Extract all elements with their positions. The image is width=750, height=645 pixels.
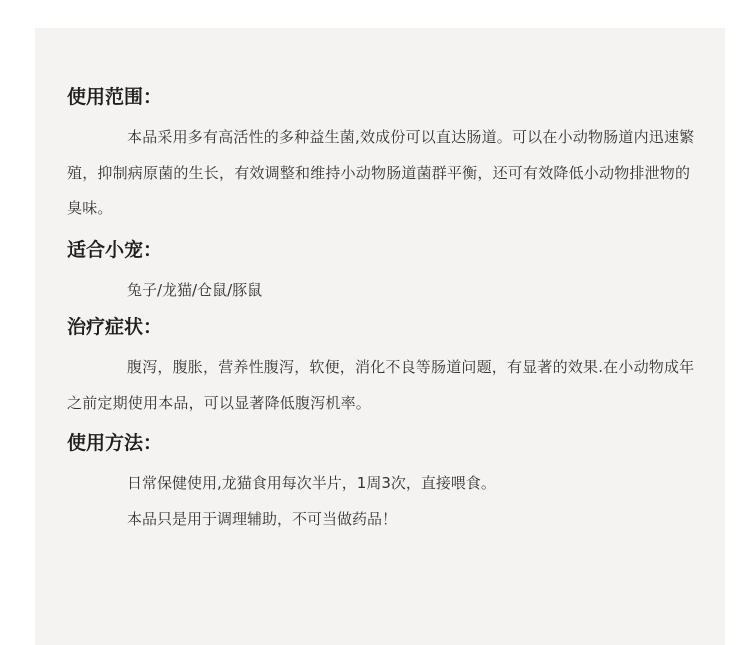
suitable-pets-text: 兔子/龙猫/仓鼠/豚鼠 — [127, 280, 263, 299]
usage-scope-heading: 使用范围： — [67, 86, 163, 108]
product-description — [67, 82, 695, 537]
usage-method-heading: 使用方法： — [67, 432, 163, 454]
usage-method-disclaimer: 本品只是用于调理辅助，不可当做药品！ — [127, 509, 398, 528]
treatment-symptoms-heading: 治疗症状： — [67, 316, 163, 338]
content-panel — [35, 28, 725, 645]
usage-scope-text: 本品采用多有高活性的多种益生菌,效成份可以直达肠道。可以在小动物肠道内迅速繁殖，抑制病原菌的生长，有效调整和维持小动物肠道菌群平衡，还可有效降低小动物排泄物的臭味。 — [67, 128, 695, 217]
treatment-symptoms-text: 腹泻，腹胀，营养性腹泻，软便，消化不良等肠道问题，有显著的效果.在小动物成年之前定期使用本品，可以显著降低腹泻机率。 — [67, 358, 695, 412]
suitable-pets-heading: 适合小宠： — [67, 238, 163, 261]
usage-method-dosage: 日常保健使用,龙猫食用每次半片，1周3次，直接喂食。 — [127, 474, 496, 492]
